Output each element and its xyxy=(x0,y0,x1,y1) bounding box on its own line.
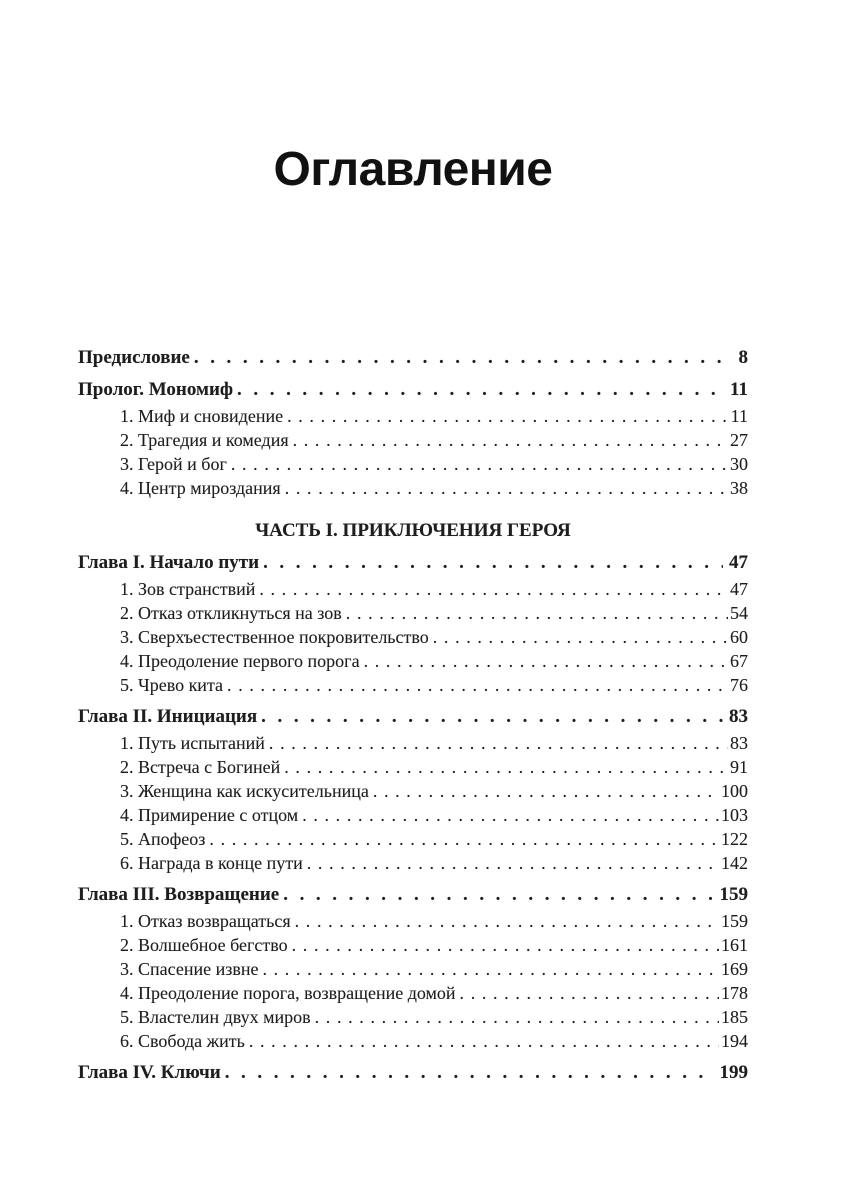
toc-list xyxy=(78,347,748,1087)
toc-entry-page: 161 xyxy=(721,935,748,955)
toc-entry xyxy=(78,1031,748,1055)
toc-entry xyxy=(78,781,748,805)
dot-leader xyxy=(221,1062,714,1084)
toc-entry-label: 1. Зов странствий xyxy=(120,579,256,599)
toc-entry-label: 3. Герой и бог xyxy=(120,454,227,474)
toc-entry xyxy=(78,706,748,731)
dot-leader xyxy=(281,478,728,499)
toc-entry xyxy=(78,935,748,959)
toc-entry-page: 83 xyxy=(730,733,748,753)
toc-entry-label: 4. Преодоление первого порога xyxy=(120,651,360,671)
dot-leader xyxy=(303,853,719,874)
dot-leader xyxy=(259,552,723,574)
toc-entry xyxy=(78,520,748,545)
toc-entry xyxy=(78,805,748,829)
toc-entry-label: Предисловие xyxy=(78,347,190,368)
toc-entry-label: 2. Встреча с Богиней xyxy=(120,757,281,777)
toc-entry-label: 3. Сверхъестественное покровительство xyxy=(120,627,429,647)
dot-leader xyxy=(257,706,723,728)
toc-entry-page: 199 xyxy=(719,1062,748,1083)
dot-leader xyxy=(190,347,733,369)
dot-leader xyxy=(456,983,719,1004)
toc-entry-page: 30 xyxy=(730,454,748,474)
dot-leader xyxy=(245,1031,719,1052)
toc-entry-label: 2. Волшебное бегство xyxy=(120,935,288,955)
dot-leader xyxy=(291,911,719,932)
dot-leader xyxy=(289,430,728,451)
dot-leader xyxy=(227,454,728,475)
toc-entry-page: 169 xyxy=(721,959,748,979)
toc-entry-page: 142 xyxy=(721,853,748,873)
toc-entry-label: 2. Отказ откликнуться на зов xyxy=(120,603,342,623)
toc-entry xyxy=(78,651,748,675)
toc-entry xyxy=(78,430,748,454)
toc-entry xyxy=(78,454,748,478)
toc-entry-label: Пролог. Мономиф xyxy=(78,379,234,400)
toc-entry-page: 8 xyxy=(738,347,748,368)
toc-entry xyxy=(78,983,748,1007)
toc-entry-page: 38 xyxy=(730,478,748,498)
dot-leader xyxy=(265,733,728,754)
toc-entry-label: 4. Преодоление порога, возвращение домой xyxy=(120,983,456,1003)
toc-entry xyxy=(78,627,748,651)
toc-entry-page: 11 xyxy=(730,379,748,400)
toc-entry-label: ЧАСТЬ I. ПРИКЛЮЧЕНИЯ ГЕРОЯ xyxy=(255,520,571,541)
page-title: Оглавление xyxy=(273,143,553,196)
toc-entry-label: Глава III. Возвращение xyxy=(78,884,280,905)
dot-leader xyxy=(279,884,713,906)
toc-entry xyxy=(78,603,748,627)
dot-leader xyxy=(311,1007,719,1028)
toc-entry-page: 27 xyxy=(730,430,748,450)
toc-entry-page: 76 xyxy=(730,675,748,695)
toc-entry xyxy=(78,406,748,430)
toc-entry-label: 6. Награда в конце пути xyxy=(120,853,303,873)
toc-entry-label: Глава IV. Ключи xyxy=(78,1062,221,1083)
toc-entry-page: 83 xyxy=(729,706,748,727)
dot-leader xyxy=(298,805,719,826)
toc-entry xyxy=(78,757,748,781)
toc-entry xyxy=(78,1062,748,1087)
toc-entry-label: 5. Чрево кита xyxy=(120,675,224,695)
toc-entry xyxy=(78,1007,748,1031)
toc-entry xyxy=(78,733,748,757)
toc-entry-page: 100 xyxy=(721,781,748,801)
toc-entry-page: 67 xyxy=(730,651,748,671)
toc-entry xyxy=(78,884,748,909)
toc-entry-page: 178 xyxy=(721,983,748,1003)
dot-leader xyxy=(258,959,719,980)
toc-entry-label: Глава II. Инициация xyxy=(78,706,258,727)
dot-leader xyxy=(283,406,729,427)
toc-entry xyxy=(78,478,748,502)
toc-entry-label: 6. Свобода жить xyxy=(120,1031,245,1051)
toc-entry xyxy=(78,579,748,603)
dot-leader xyxy=(205,829,719,850)
toc-entry-page: 54 xyxy=(730,603,748,623)
toc-entry-label: 1. Отказ возвращаться xyxy=(120,911,291,931)
toc-entry-page: 47 xyxy=(729,552,748,573)
toc-entry-label: 5. Властелин двух миров xyxy=(120,1007,311,1027)
toc-entry-label: 5. Апофеоз xyxy=(120,829,206,849)
toc-entry xyxy=(78,829,748,853)
dot-leader xyxy=(255,579,728,600)
toc-entry-page: 185 xyxy=(721,1007,748,1027)
dot-leader xyxy=(233,379,724,401)
toc-entry-label: 4. Центр мироздания xyxy=(120,478,281,498)
dot-leader xyxy=(360,651,728,672)
toc-entry-page: 194 xyxy=(721,1031,748,1051)
toc-entry-page: 47 xyxy=(730,579,748,599)
toc-entry-label: 1. Путь испытаний xyxy=(120,733,265,753)
toc-entry-label: 2. Трагедия и комедия xyxy=(120,430,289,450)
toc-entry xyxy=(78,552,748,577)
toc-entry-page: 103 xyxy=(721,805,748,825)
toc-entry-label: 4. Примирение с отцом xyxy=(120,805,299,825)
toc-entry-page: 91 xyxy=(730,757,748,777)
dot-leader xyxy=(429,627,728,648)
toc-entry xyxy=(78,911,748,935)
toc-entry xyxy=(78,675,748,699)
dot-leader xyxy=(288,935,719,956)
toc-entry-page: 11 xyxy=(730,406,748,426)
toc-entry-label: 3. Спасение извне xyxy=(120,959,259,979)
toc-entry-page: 159 xyxy=(721,911,748,931)
toc-entry-label: 3. Женщина как искусительница xyxy=(120,781,369,801)
toc-entry xyxy=(78,379,748,404)
dot-leader xyxy=(223,675,728,696)
toc-entry-page: 159 xyxy=(719,884,748,905)
toc-entry xyxy=(78,959,748,983)
toc-entry xyxy=(78,347,748,372)
toc-entry xyxy=(78,853,748,877)
toc-entry-page: 60 xyxy=(730,627,748,647)
dot-leader xyxy=(342,603,728,624)
toc-entry-page: 122 xyxy=(721,829,748,849)
dot-leader xyxy=(369,781,719,802)
toc-entry-label: Глава I. Начало пути xyxy=(78,552,260,573)
toc-entry-label: 1. Миф и сновидение xyxy=(120,406,284,426)
dot-leader xyxy=(280,757,728,778)
